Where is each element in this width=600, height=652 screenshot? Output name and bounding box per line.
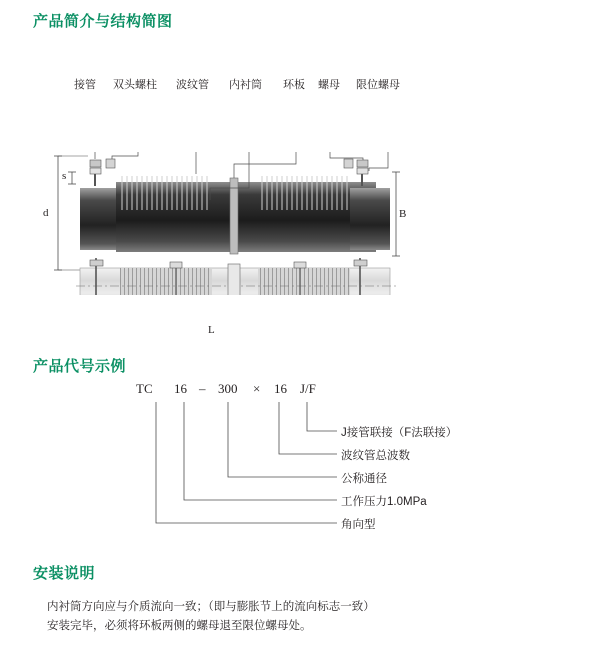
- section-title-code: 产品代号示例: [33, 358, 127, 375]
- code-part-waves: 16: [274, 381, 287, 396]
- install-note-2: 安装完毕，必须将环板两侧的螺母退至限位螺母处。: [47, 620, 312, 632]
- callout-label-bellows: 波纹管: [176, 79, 209, 91]
- callout-label-ring-plate: 环板: [283, 79, 305, 91]
- section-title-structure: 产品简介与结构简图: [33, 13, 173, 30]
- code-part-connection: J/F: [300, 381, 316, 396]
- dimension-label-b: B: [399, 208, 407, 220]
- code-label-wave-count: 波纹管总波数: [341, 450, 410, 462]
- code-label-type: 角向型: [341, 519, 376, 531]
- code-label-pressure: 工作压力1.0MPa: [341, 496, 427, 508]
- dimension-label-l: L: [208, 324, 215, 336]
- dimension-label-s: s: [62, 170, 67, 182]
- code-part-dash: –: [199, 381, 206, 396]
- callout-label-nut: 螺母: [318, 79, 340, 91]
- code-part-type: TC: [136, 381, 153, 396]
- code-label-connection: J接管联接（F法联接）: [341, 427, 458, 439]
- product-code-diagram: [0, 378, 600, 548]
- install-note-1: 内衬筒方向应与介质流向一致；（即与膨胀节上的流向标志一致）: [47, 601, 375, 613]
- callout-label-limit-nut: 限位螺母: [356, 79, 400, 91]
- callout-label-double-end-stud: 双头螺柱: [113, 79, 157, 91]
- code-label-nominal-bore: 公称通径: [341, 473, 387, 485]
- product-code-leader-svg: [0, 378, 600, 548]
- callout-label-connecting-pipe: 接管: [74, 79, 96, 91]
- code-part-pressure: 16: [174, 381, 187, 396]
- code-part-times: ×: [253, 381, 261, 396]
- code-part-dn: 300: [218, 381, 238, 396]
- install-notes: [47, 598, 567, 636]
- structure-diagram: [0, 60, 600, 336]
- section-title-install: 安装说明: [33, 565, 96, 582]
- structure-diagram-svg: [0, 60, 600, 295]
- dimension-label-d: d: [43, 207, 49, 219]
- callout-label-inner-sleeve: 内衬筒: [229, 79, 262, 91]
